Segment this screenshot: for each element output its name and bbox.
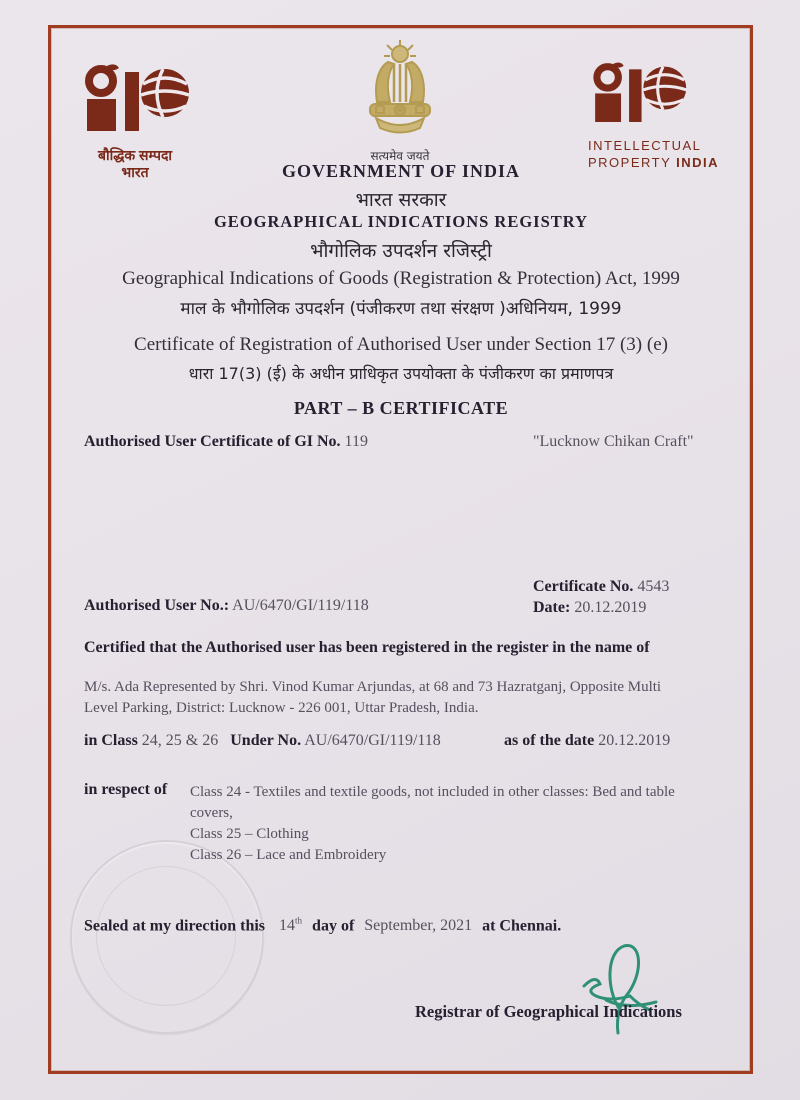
registrar-title: Registrar of Geographical Indications <box>415 1002 682 1021</box>
class-26-line: Class 26 – Lace and Embroidery <box>190 847 387 863</box>
section-title-english: Certificate of Registration of Authorised User under Section 17 (3) (e) <box>134 334 668 355</box>
certificate-number-label: Certificate No. <box>533 578 634 595</box>
title-gi-registry-hindi: भौगोलिक उपदर्शन रजिस्ट्री <box>310 240 492 262</box>
ip-logo-icon <box>79 64 191 142</box>
sealed-text-3: at Chennai. <box>482 917 562 935</box>
gi-number-label: Authorised User Certificate of GI No. <box>84 433 341 450</box>
gi-number-value: 119 <box>344 433 368 450</box>
as-of-date-row <box>504 732 670 750</box>
part-b-title: PART – B CERTIFICATE <box>293 398 509 418</box>
under-no-value: AU/6470/GI/119/118 <box>304 732 441 749</box>
class-descriptions <box>190 782 730 866</box>
date-value: 20.12.2019 <box>574 599 647 616</box>
right-logo-caption-line1: INTELLECTUAL <box>588 138 702 153</box>
holder-line1: M/s. Ada Represented by Shri. Vinod Kumar Arjundas, at 68 and 73 Hazratganj, Opposite Multi <box>84 679 662 695</box>
authorised-user-number-value: AU/6470/GI/119/118 <box>232 597 369 614</box>
class-under-row <box>84 732 441 750</box>
class-24-line2: covers, <box>190 805 233 821</box>
as-of-date-label: as of the date <box>504 732 595 749</box>
title-bharat-sarkar: भारत सरकार <box>355 189 447 211</box>
under-no-label: Under No. <box>230 732 302 749</box>
emblem-motto: सत्यमेव जयते <box>370 149 430 163</box>
registrar-signature <box>568 938 678 1038</box>
certificate-number-row <box>533 578 669 596</box>
title-government-of-india: GOVERNMENT OF INDIA <box>281 161 520 181</box>
authorised-user-number-label: Authorised User No.: <box>84 597 230 614</box>
authorised-user-number-row <box>84 597 369 615</box>
ip-logo-icon <box>588 62 688 132</box>
national-emblem <box>340 40 460 164</box>
as-of-date-value: 20.12.2019 <box>598 732 671 749</box>
act-title-hindi: माल के भौगोलिक उपदर्शन (पंजीकरण तथा संरक्षण )अधिनियम, 1999 <box>180 299 622 319</box>
certified-statement: Certified that the Authorised user has been registered in the register in the name of <box>84 639 650 656</box>
gi-name: "Lucknow Chikan Craft" <box>533 433 694 450</box>
date-label: Date: <box>533 599 571 616</box>
ashoka-lion-capital-icon <box>350 40 450 140</box>
in-class-value: 24, 25 & 26 <box>141 732 219 749</box>
sealed-text-2: day of <box>312 917 355 935</box>
holder-details <box>84 677 724 719</box>
act-title-english: Geographical Indications of Goods (Registration & Protection) Act, 1999 <box>122 268 680 289</box>
section-title-hindi: धारा 17(3) (ई) के अधीन प्राधिकृत उपयोक्ता के पंजीकरण का प्रमाणपत्र <box>188 364 614 383</box>
sealed-month: September, 2021 <box>364 917 473 935</box>
in-respect-of-label: in respect of <box>84 781 168 798</box>
embossed-seal-watermark <box>70 840 264 1034</box>
right-logo-word-india: INDIA <box>676 155 720 170</box>
right-logo-word-property: PROPERTY <box>588 155 672 170</box>
left-logo-caption-line1: बौद्धिक सम्पदा <box>97 147 172 163</box>
sealed-statement <box>84 916 561 935</box>
ip-india-logo-right <box>588 62 758 171</box>
in-class-label: in Class <box>84 732 138 749</box>
gi-number-row <box>84 433 368 451</box>
left-logo-caption-line2: भारत <box>121 164 149 180</box>
sealed-day: 14th <box>279 916 303 935</box>
date-row <box>533 599 646 617</box>
holder-line2: Level Parking, District: Lucknow - 226 001, Uttar Pradesh, India. <box>84 700 479 716</box>
title-gi-registry: GEOGRAPHICAL INDICATIONS REGISTRY <box>213 212 589 231</box>
class-24-line1: Class 24 - Textiles and textile goods, not included in other classes: Bed and table <box>190 784 675 800</box>
sealed-text-1: Sealed at my direction this <box>84 917 266 935</box>
certificate-number-value: 4543 <box>637 578 670 595</box>
class-25-line: Class 25 – Clothing <box>190 826 309 842</box>
